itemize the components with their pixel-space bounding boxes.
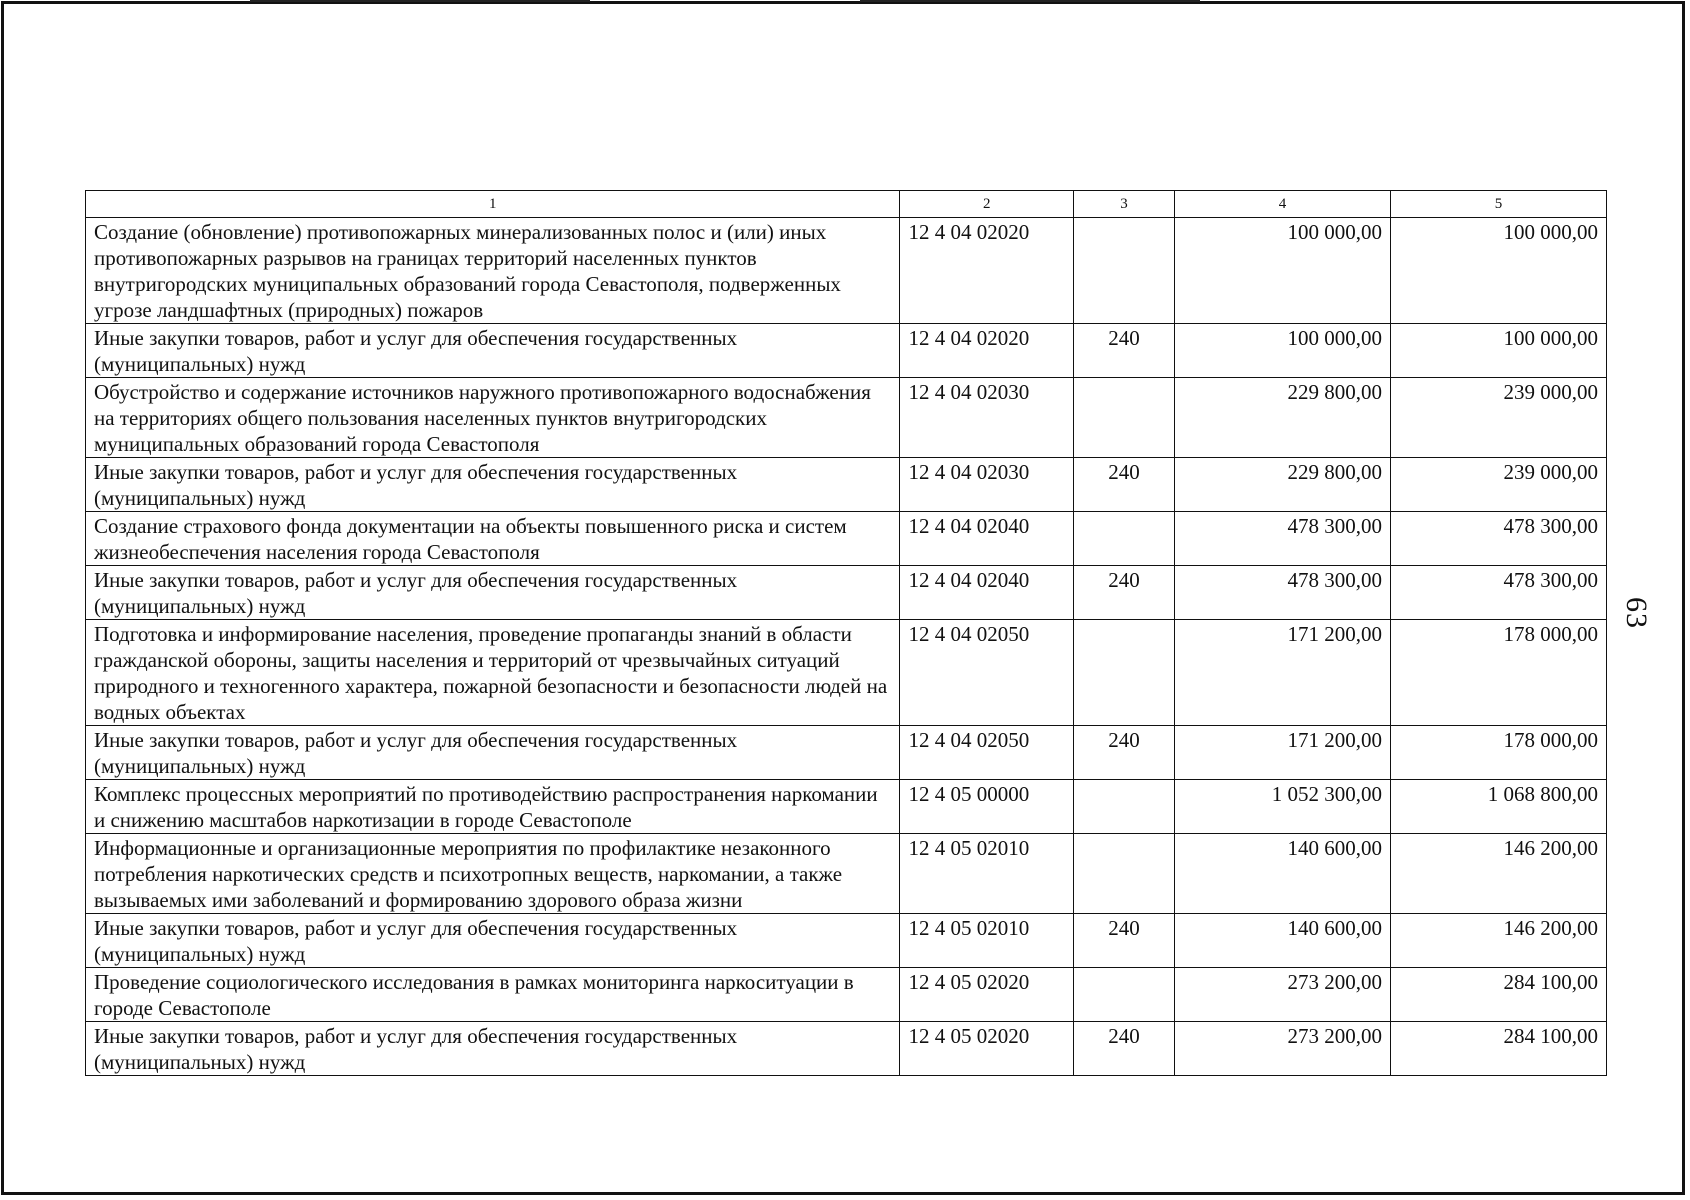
row-sum-year1-cell: 273 200,00 [1175, 968, 1391, 1022]
scan-edge-mark [250, 0, 590, 2]
row-type-cell [1074, 512, 1175, 566]
row-code-cell: 12 4 04 02040 [900, 512, 1074, 566]
row-type-cell: 240 [1074, 914, 1175, 968]
row-code-cell: 12 4 05 02020 [900, 968, 1074, 1022]
row-sum-year1-cell: 100 000,00 [1175, 324, 1391, 378]
row-code-cell: 12 4 04 02020 [900, 218, 1074, 324]
row-sum-year1-cell: 478 300,00 [1175, 512, 1391, 566]
row-sum-year1-cell: 100 000,00 [1175, 218, 1391, 324]
row-sum-year1-cell: 229 800,00 [1175, 458, 1391, 512]
row-sum-year1-cell: 229 800,00 [1175, 378, 1391, 458]
row-sum-year1-cell: 478 300,00 [1175, 566, 1391, 620]
row-type-cell [1074, 968, 1175, 1022]
row-sum-year2-cell: 478 300,00 [1390, 512, 1606, 566]
row-type-cell: 240 [1074, 566, 1175, 620]
row-name-cell: Иные закупки товаров, работ и услуг для обеспечения государственных (муниципальных) нужд [86, 324, 900, 378]
header-col-3: 3 [1074, 191, 1175, 218]
table-row [86, 458, 1607, 512]
table-row [86, 914, 1607, 968]
row-name-cell: Комплекс процессных мероприятий по противодействию распространения наркомании и снижению масштабов наркотизации в городе Севастополе [86, 780, 900, 834]
row-sum-year2-cell: 178 000,00 [1390, 620, 1606, 726]
table-row [86, 566, 1607, 620]
table-row [86, 218, 1607, 324]
table-row [86, 378, 1607, 458]
row-type-cell [1074, 218, 1175, 324]
row-sum-year2-cell: 284 100,00 [1390, 1022, 1606, 1076]
row-sum-year1-cell: 273 200,00 [1175, 1022, 1391, 1076]
row-code-cell: 12 4 04 02050 [900, 620, 1074, 726]
row-name-cell: Проведение социологического исследования в рамках мониторинга наркоситуации в городе Севастополе [86, 968, 900, 1022]
row-name-cell: Создание страхового фонда документации на объекты повышенного риска и систем жизнеобеспечения населения города Севастополя [86, 512, 900, 566]
row-code-cell: 12 4 04 02050 [900, 726, 1074, 780]
row-type-cell [1074, 378, 1175, 458]
row-type-cell: 240 [1074, 726, 1175, 780]
header-col-1: 1 [86, 191, 900, 218]
row-code-cell: 12 4 05 02010 [900, 834, 1074, 914]
budget-table [85, 190, 1607, 1076]
row-code-cell: 12 4 05 02020 [900, 1022, 1074, 1076]
table-row [86, 324, 1607, 378]
row-code-cell: 12 4 04 02030 [900, 378, 1074, 458]
row-sum-year2-cell: 146 200,00 [1390, 914, 1606, 968]
row-sum-year2-cell: 284 100,00 [1390, 968, 1606, 1022]
table-row [86, 1022, 1607, 1076]
table-row [86, 620, 1607, 726]
row-type-cell [1074, 780, 1175, 834]
row-code-cell: 12 4 04 02030 [900, 458, 1074, 512]
header-col-4: 4 [1175, 191, 1391, 218]
row-name-cell: Иные закупки товаров, работ и услуг для обеспечения государственных (муниципальных) нужд [86, 458, 900, 512]
row-sum-year2-cell: 239 000,00 [1390, 378, 1606, 458]
scan-edge-mark [860, 0, 1200, 2]
row-sum-year1-cell: 1 052 300,00 [1175, 780, 1391, 834]
row-code-cell: 12 4 05 00000 [900, 780, 1074, 834]
row-type-cell [1074, 620, 1175, 726]
table-row [86, 968, 1607, 1022]
row-code-cell: 12 4 05 02010 [900, 914, 1074, 968]
row-sum-year1-cell: 140 600,00 [1175, 834, 1391, 914]
table-row [86, 834, 1607, 914]
row-sum-year2-cell: 1 068 800,00 [1390, 780, 1606, 834]
row-sum-year2-cell: 100 000,00 [1390, 218, 1606, 324]
header-col-2: 2 [900, 191, 1074, 218]
row-sum-year2-cell: 100 000,00 [1390, 324, 1606, 378]
table-row [86, 726, 1607, 780]
table-header-row [86, 191, 1607, 218]
row-name-cell: Обустройство и содержание источников наружного противопожарного водоснабжения на территориях общего пользования населенных пунктов внутригородских муниципальных образований города Севастополя [86, 378, 900, 458]
table-row [86, 780, 1607, 834]
row-sum-year1-cell: 171 200,00 [1175, 726, 1391, 780]
row-sum-year1-cell: 140 600,00 [1175, 914, 1391, 968]
row-name-cell: Подготовка и информирование населения, проведение пропаганды знаний в области гражданской обороны, защиты населения и территорий от чрезвычайных ситуаций природного и техногенного характера, пожарной безопасности и безопасности людей на водных объектах [86, 620, 900, 726]
row-type-cell: 240 [1074, 1022, 1175, 1076]
row-code-cell: 12 4 04 02020 [900, 324, 1074, 378]
row-sum-year2-cell: 146 200,00 [1390, 834, 1606, 914]
table-row [86, 512, 1607, 566]
row-type-cell [1074, 834, 1175, 914]
row-type-cell: 240 [1074, 458, 1175, 512]
row-sum-year1-cell: 171 200,00 [1175, 620, 1391, 726]
row-sum-year2-cell: 178 000,00 [1390, 726, 1606, 780]
row-name-cell: Информационные и организационные мероприятия по профилактике незаконного потребления наркотических средств и психотропных веществ, наркомании, а также вызываемых ими заболеваний и формированию здорового образа жизни [86, 834, 900, 914]
header-col-5: 5 [1390, 191, 1606, 218]
row-sum-year2-cell: 239 000,00 [1390, 458, 1606, 512]
row-type-cell: 240 [1074, 324, 1175, 378]
row-sum-year2-cell: 478 300,00 [1390, 566, 1606, 620]
row-name-cell: Иные закупки товаров, работ и услуг для обеспечения государственных (муниципальных) нужд [86, 566, 900, 620]
page-number: 63 [1620, 597, 1653, 629]
row-name-cell: Создание (обновление) противопожарных минерализованных полос и (или) иных противопожарных разрывов на границах территорий населенных пунктов внутригородских муниципальных образований города Севастополя, подверженных угрозе ландшафтных (природных) пожаров [86, 218, 900, 324]
row-name-cell: Иные закупки товаров, работ и услуг для обеспечения государственных (муниципальных) нужд [86, 1022, 900, 1076]
row-code-cell: 12 4 04 02040 [900, 566, 1074, 620]
row-name-cell: Иные закупки товаров, работ и услуг для обеспечения государственных (муниципальных) нужд [86, 914, 900, 968]
row-name-cell: Иные закупки товаров, работ и услуг для обеспечения государственных (муниципальных) нужд [86, 726, 900, 780]
